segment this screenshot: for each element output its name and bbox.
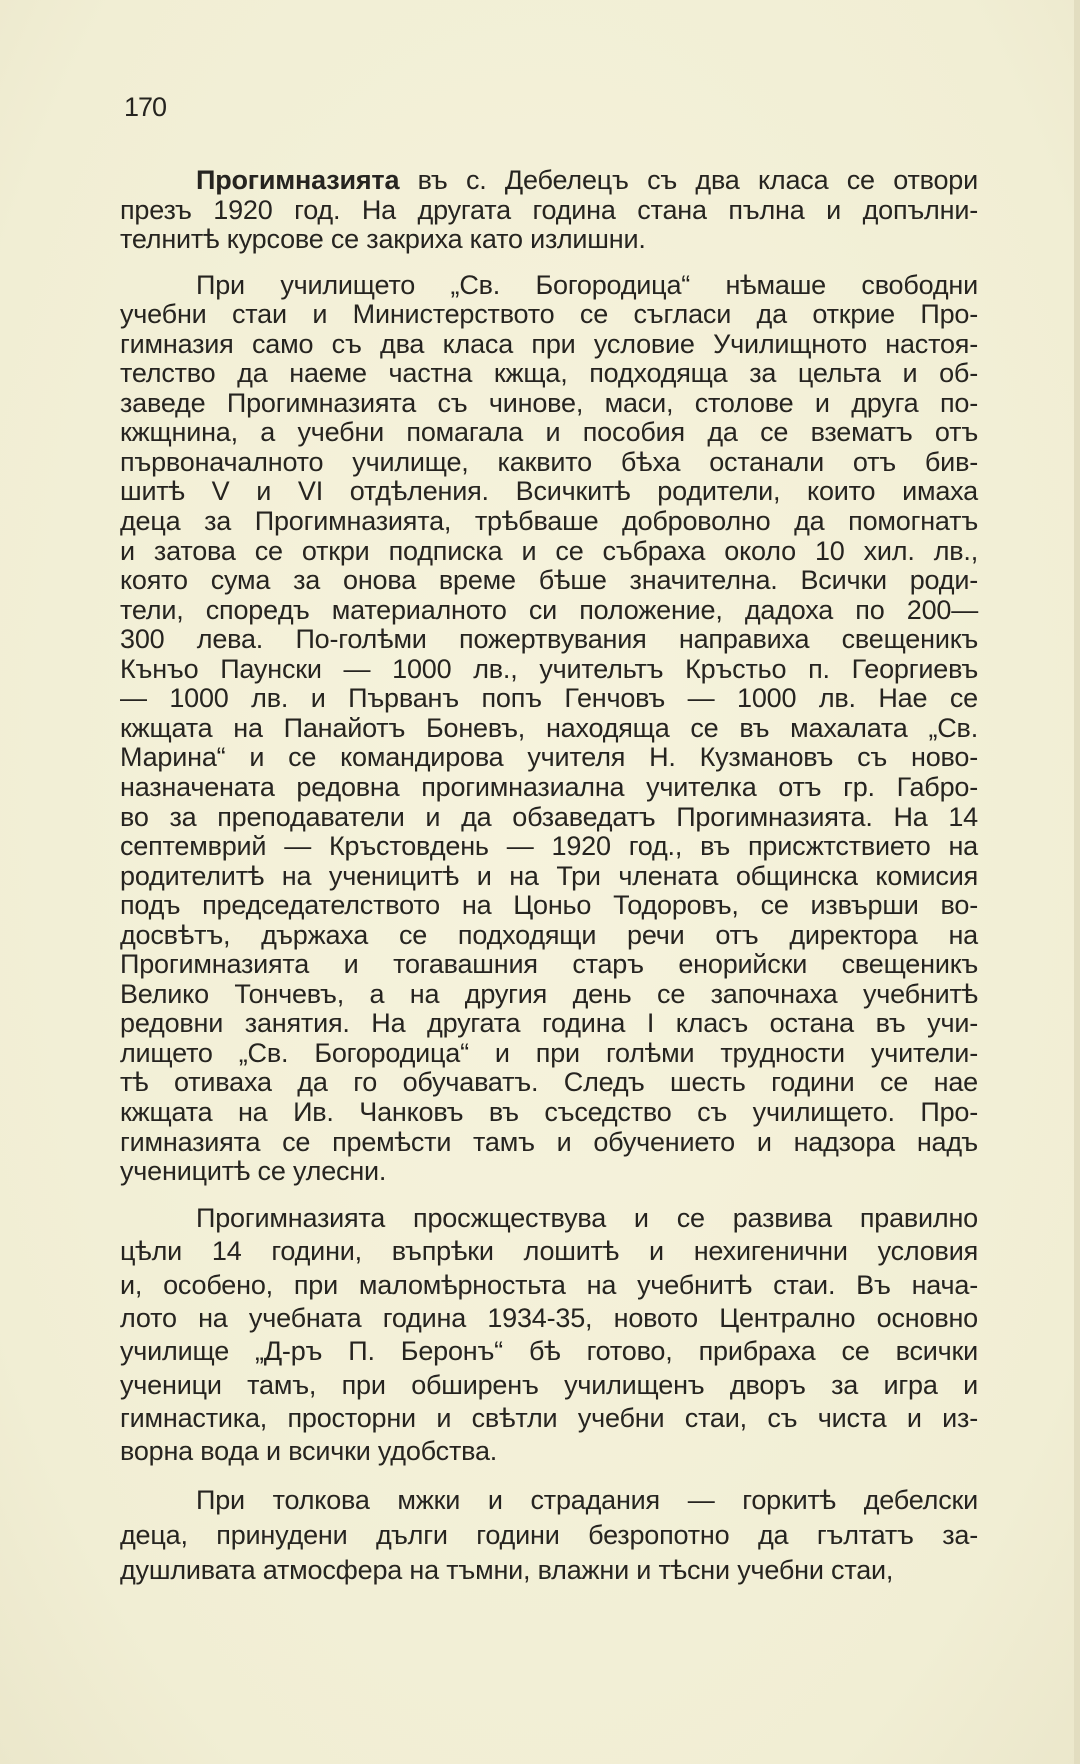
line-text: Марина“ и се командирова учителя Н. Кузмановъ съ ново- [120, 742, 978, 773]
text-line [196, 1203, 978, 1233]
line-text: телнитѣ курсове се закриха като излишни. [120, 224, 646, 255]
text-line [120, 1370, 978, 1400]
line-text: досвѣтъ, държаха се подходящи речи отъ директора на [120, 919, 978, 950]
text-line [120, 1236, 978, 1266]
line-text: лото на учебната година 1934-35, новото Централно основно [120, 1302, 978, 1333]
line-text: редовни занятия. На другата година I класъ остана въ учи- [120, 1008, 978, 1039]
line-text: При толкова мжки и страдания — горкитѣ дебелски [196, 1485, 978, 1515]
line-text: презъ 1920 год. На другата година стана пълна и допълни- [120, 194, 978, 225]
line-text: тѣ отиваха да го обучаватъ. Следъ шесть години се нае [120, 1067, 978, 1098]
text-line [120, 861, 978, 891]
text-line [120, 1097, 978, 1127]
text-line [120, 802, 978, 832]
text-line [120, 1127, 978, 1157]
text-line [120, 195, 978, 225]
text-line [120, 1038, 978, 1068]
line-text: кжщата на Ив. Чанковъ въ съседство съ училището. Про- [120, 1097, 978, 1127]
text-line [120, 979, 978, 1009]
line-text: кжщата на Панайотъ Боневъ, находяща се въ махалата „Св. [120, 712, 978, 743]
line-text: учебни стаи и Министерството се съгласи да открие Про- [120, 299, 978, 330]
text-line [120, 358, 978, 388]
line-text: Кънъо Паунски — 1000 лв., учительтъ Кръстьо п. Георгиевъ [120, 653, 978, 684]
text-line [120, 949, 978, 979]
text-line [120, 447, 978, 477]
line-text: ворна вода и всички удобства. [120, 1436, 498, 1467]
text-line [120, 329, 978, 359]
text-line [120, 920, 978, 950]
line-text: телство да наеме частна кжща, подходяща за цельта и об- [120, 358, 978, 389]
line-text: септемврий — Кръстовдень — 1920 год., въ присжтствието на [120, 831, 978, 862]
line-text: — 1000 лв. и Първанъ попъ Генчовъ — 1000 лв. Нае се [120, 683, 978, 714]
text-line [120, 388, 978, 418]
text-line [120, 1270, 978, 1300]
text-line [120, 536, 978, 566]
line-text: гимназията се премѣсти тамъ и обучението и надзора надъ [120, 1126, 978, 1157]
line-text: гимнастика, просторни и свѣтли учебни стаи, съ чиста и из- [120, 1402, 978, 1433]
line-text: 300 лева. По-голѣми пожертвувания направиха свещеникъ [120, 624, 978, 655]
lead-bold-word: Прогимназията [196, 165, 400, 195]
line-text: деца за Прогимназията, трѣбваше доброволно да помогнатъ [120, 506, 978, 536]
text-line [120, 1436, 978, 1466]
text-line [120, 595, 978, 625]
line-text: заведе Прогимназията съ чинове, маси, столове и друга по- [120, 387, 978, 418]
text-line [120, 1067, 978, 1097]
text-line [120, 742, 978, 772]
text-line [120, 224, 978, 254]
text-line [120, 890, 978, 920]
line-text: ученици тамъ, при обширенъ училищенъ дворъ за игра и [120, 1369, 978, 1400]
line-text: Прогимназията и тогавашния старъ енорийски свещеникъ [120, 949, 978, 980]
text-line [196, 1485, 978, 1515]
line-text: подъ председателството на Цоньо Тодоровъ, се извърши во- [120, 890, 978, 921]
text-line [120, 1403, 978, 1433]
line-text: деца, принудени дълги години безропотно да гълтатъ за- [120, 1520, 978, 1550]
line-text: която сума за онова време бѣше значителна. Всички роди- [120, 565, 978, 596]
line-text: кжщнина, а учебни помагала и пособия да се вз​ематъ отъ [120, 417, 978, 448]
text-line [120, 1555, 978, 1585]
text-line [120, 476, 978, 506]
text-line [120, 713, 978, 743]
text-line [120, 565, 978, 595]
text-line [120, 299, 978, 329]
text-line [120, 1156, 978, 1186]
text-line [120, 1303, 978, 1333]
line-text: лището „Св. Богородица“ и при голѣми трудности учители- [120, 1037, 978, 1068]
line-text: шитѣ V и VI отдѣления. Всичкитѣ родители, които имаха [120, 476, 978, 507]
line-text: душливата атмосфера на тъмни, влажни и тѣсни учебни стаи, [120, 1555, 894, 1585]
line-text: При училището „Св. Богородица“ нѣмаше свободни [196, 269, 978, 300]
text-line [120, 506, 978, 536]
text-line [120, 624, 978, 654]
page-number: 170 [124, 92, 167, 122]
line-text: Прогимназията просжществува и се развива правилно [196, 1203, 978, 1233]
line-text: назначената редовна прогимназиална учителка отъ гр. Габро- [120, 771, 978, 802]
text-line [120, 772, 978, 802]
text-line [196, 270, 978, 300]
line-text: во за преподаватели и да обзаведатъ Прогимназията. На 14 [120, 801, 978, 832]
text-line [120, 831, 978, 861]
line-text: Велико Тончевъ, а на другия день се започнаха учебнитѣ [120, 978, 978, 1009]
line-text: въ с. Дебелецъ съ два класа се отвори [399, 165, 978, 195]
line-text: родителитѣ на ученицитѣ и на Три членат​а общинска комисия [120, 860, 978, 891]
line-text: училище „Д-ръ П. Беронъ“ бѣ готово, прибраха се всички [120, 1336, 978, 1367]
text-line [120, 417, 978, 447]
line-text: цѣли 14 години, въпрѣки лошитѣ и нехигенични условия [120, 1236, 978, 1267]
line-text: и, особено, при маломѣрностьта на учебнитѣ стаи. Въ нача- [120, 1269, 978, 1300]
text-line [120, 1520, 978, 1550]
text-line [120, 1008, 978, 1038]
line-text: ученицитѣ се улесни. [120, 1156, 387, 1187]
line-text: тели, спорeдъ материалното си положение, дадоха по 200— [120, 594, 978, 625]
line-text: и затова се откри подписка и се събраха около 10 хил. лв., [120, 535, 978, 566]
line-text: първоначалното училище, каквито бѣха останали отъ бив- [120, 446, 978, 477]
text-line [120, 1336, 978, 1366]
text-line [120, 683, 978, 713]
text-line [120, 654, 978, 684]
page-edge [1074, 0, 1080, 1764]
text-line [196, 165, 978, 195]
line-text: гимназия само съ два класа при условие Училищното настоя- [120, 328, 978, 359]
